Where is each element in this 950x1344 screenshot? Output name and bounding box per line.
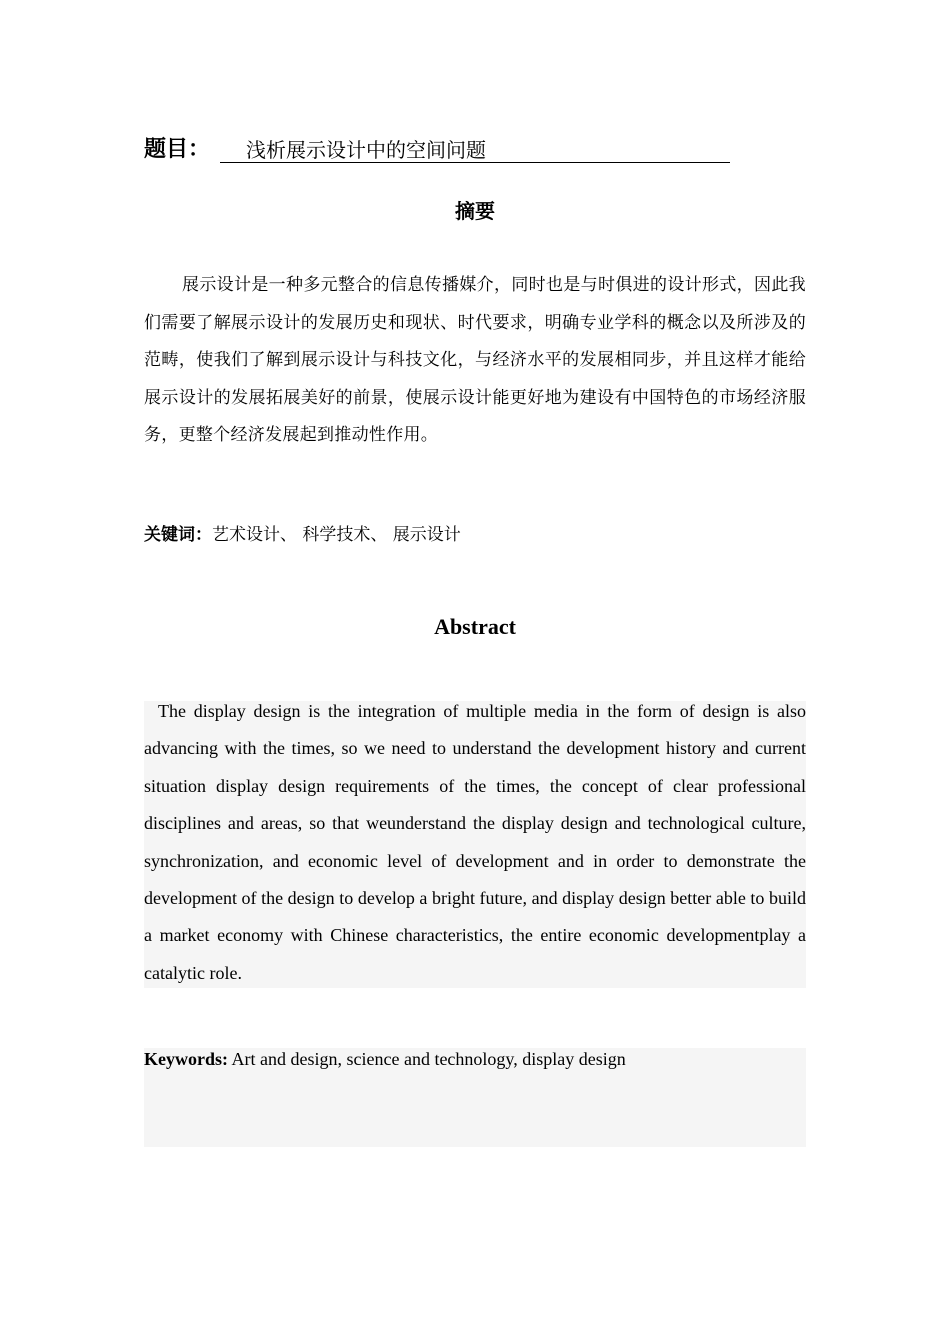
english-abstract-body: The display design is the integration of multiple media in the form of design is also advancing with the times, so we need to understand the development history and current situation display design requirements of the times, the concept of clear professional disciplines and areas, so that weunderstand the display design and technological culture, synchronization, and economic level of development and in order to demonstrate the development of the design to develop a bright future, and display design better able to build a market economy with Chinese characteristics, the entire economic developmentplay a catalytic role.	[144, 701, 806, 983]
title-label: 题目：	[144, 137, 211, 162]
chinese-abstract-heading: 摘要	[455, 199, 495, 223]
chinese-keywords-value: 艺术设计、 科学技术、 展示设计	[212, 525, 461, 545]
thesis-title	[144, 134, 744, 166]
title-value: 浅析展示设计中的空间问题	[246, 138, 486, 162]
title-field	[220, 134, 730, 163]
chinese-abstract-body: 展示设计是一种多元整合的信息传播媒介，同时也是与时俱进的设计形式，因此我们需要了解展示设计的发展历史和现状、时代要求，明确专业学科的概念以及所涉及的范畴，使我们了解到展示设计与科技文化，与经济水平的发展相同步，并且这样才能给展示设计的发展拓展美好的前景，使展示设计能更好地为建设有中国特色的市场经济服务，更整个经济发展起到推动性作用。	[144, 275, 806, 445]
chinese-keywords	[144, 520, 806, 550]
english-keywords-value: Art and design, science and technology, display design	[228, 1049, 626, 1069]
chinese-keywords-label: 关键词：	[144, 525, 212, 545]
english-keywords-label: Keywords:	[144, 1049, 228, 1069]
english-keywords	[144, 1044, 806, 1074]
english-abstract-heading: Abstract	[434, 614, 516, 639]
